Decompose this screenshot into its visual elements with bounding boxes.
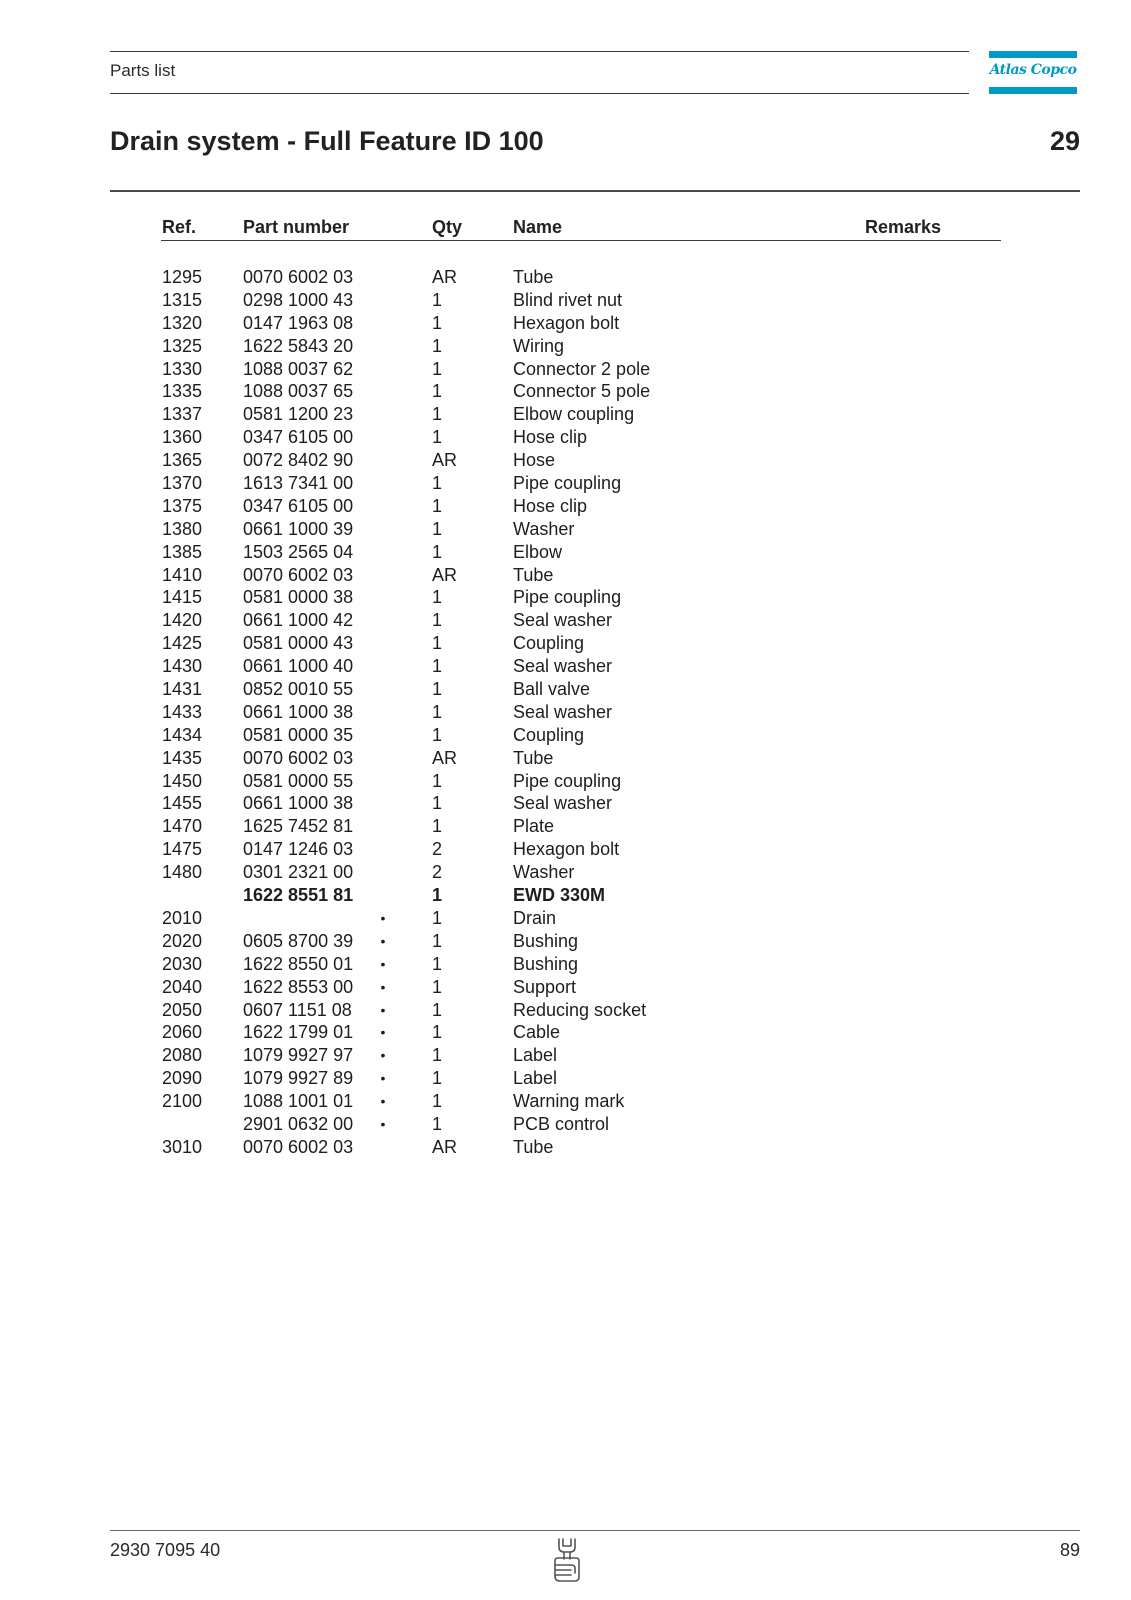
table-row <box>0 930 1131 953</box>
part-number-cell: 0347 6105 00 <box>243 495 354 516</box>
part-number-cell: 0070 6002 03 <box>243 564 354 585</box>
ref-cell: 1433 <box>162 701 203 722</box>
ref-cell: 1325 <box>162 335 203 356</box>
ref-cell: 1335 <box>162 381 203 402</box>
name-cell: Seal washer <box>513 793 613 814</box>
ref-cell: 1425 <box>162 633 203 654</box>
qty-cell: 1 <box>432 335 443 356</box>
part-number-cell: 0852 0010 55 <box>243 679 354 700</box>
name-cell: Wiring <box>513 335 565 356</box>
ref-cell: 1295 <box>162 267 203 287</box>
qty-cell: AR <box>432 450 458 471</box>
part-number-cell: 1613 7341 00 <box>243 473 354 494</box>
table-row <box>0 884 1131 907</box>
table-row <box>0 289 1131 312</box>
name-cell: Bushing <box>513 953 579 974</box>
qty-cell: 1 <box>432 427 443 448</box>
part-number-cell: 0581 0000 38 <box>243 587 354 608</box>
name-cell: Elbow coupling <box>513 404 635 425</box>
qty-cell: 1 <box>432 587 443 608</box>
qty-cell: AR <box>432 267 458 287</box>
qty-cell: 1 <box>432 404 443 425</box>
column-header-qty: Qty <box>432 217 463 237</box>
name-cell: Label <box>513 1045 558 1066</box>
ref-cell: 1330 <box>162 358 203 379</box>
part-number-cell: 0581 0000 35 <box>243 724 354 745</box>
name-cell: Tube <box>513 1136 554 1157</box>
table-row <box>0 724 1131 747</box>
part-number-cell: 0301 2321 00 <box>243 862 354 883</box>
qty-cell: 1 <box>432 816 443 837</box>
table-row <box>0 701 1131 724</box>
table-row <box>0 541 1131 564</box>
qty-cell: 2 <box>432 862 443 883</box>
part-number-cell: 0070 6002 03 <box>243 747 354 768</box>
qty-cell: 1 <box>432 312 443 333</box>
qty-cell: 1 <box>432 999 443 1020</box>
ref-cell: 1315 <box>162 289 203 310</box>
name-cell: Washer <box>513 862 575 883</box>
table-header-rule <box>161 240 1001 241</box>
sub-item-bullet: • <box>380 978 386 995</box>
qty-cell: 1 <box>432 495 443 516</box>
table-row <box>0 747 1131 770</box>
table-row <box>0 266 1131 289</box>
name-cell: Tube <box>513 747 554 768</box>
qty-cell: AR <box>432 747 458 768</box>
logo-text: Atlas Copco <box>989 62 1077 78</box>
column-header-remarks: Remarks <box>865 217 942 237</box>
logo-bar-top <box>989 51 1077 58</box>
name-cell: Ball valve <box>513 679 591 700</box>
table-row <box>0 518 1131 541</box>
ref-cell: 1455 <box>162 793 203 814</box>
table-row <box>0 335 1131 358</box>
ref-cell: 2010 <box>162 907 203 928</box>
ref-cell: 1415 <box>162 587 203 608</box>
part-number-cell: 0661 1000 42 <box>243 610 354 631</box>
table-row <box>0 770 1131 793</box>
table-row <box>0 1044 1131 1067</box>
ref-cell: 1470 <box>162 816 203 837</box>
ref-cell: 3010 <box>162 1136 203 1157</box>
name-cell: Tube <box>513 564 554 585</box>
table-row <box>0 678 1131 701</box>
sub-item-bullet: • <box>380 955 386 972</box>
ref-cell: 2050 <box>162 999 203 1020</box>
ref-cell: 1450 <box>162 770 203 791</box>
part-number-cell: 0347 6105 00 <box>243 427 354 448</box>
part-number-cell: 0147 1246 03 <box>243 839 354 860</box>
name-cell: Hose clip <box>513 427 588 448</box>
name-cell: Washer <box>513 518 575 539</box>
table-row <box>0 976 1131 999</box>
table-row <box>0 861 1131 884</box>
name-cell: EWD 330M <box>513 885 606 906</box>
table-row <box>0 792 1131 815</box>
part-number-cell: 0661 1000 39 <box>243 518 354 539</box>
footer-rule <box>110 1530 1080 1531</box>
ref-cell: 2040 <box>162 976 203 997</box>
sub-item-bullet: • <box>380 909 386 926</box>
ref-cell: 1434 <box>162 724 203 745</box>
name-cell: Seal washer <box>513 701 613 722</box>
sub-item-bullet: • <box>380 1001 386 1018</box>
part-number-cell: 1625 7452 81 <box>243 816 354 837</box>
name-cell: Drain <box>513 907 557 928</box>
qty-cell: 1 <box>432 885 443 906</box>
footer-page-number: 89 <box>1059 1540 1080 1560</box>
sub-item-bullet: • <box>380 1070 386 1087</box>
qty-cell: AR <box>432 564 458 585</box>
name-cell: Plate <box>513 816 555 837</box>
part-number-cell: 0661 1000 38 <box>243 793 354 814</box>
qty-cell: 1 <box>432 1113 443 1134</box>
name-cell: Coupling <box>513 724 585 745</box>
qty-cell: AR <box>432 1136 458 1157</box>
title-rule <box>110 190 1080 192</box>
table-row <box>0 655 1131 678</box>
ref-cell: 1430 <box>162 656 203 677</box>
qty-cell: 1 <box>432 701 443 722</box>
table-row <box>0 1067 1131 1090</box>
column-header-part-number: Part number <box>243 217 350 237</box>
qty-cell: 1 <box>432 610 443 631</box>
ref-cell: 1435 <box>162 747 203 768</box>
ref-cell: 1360 <box>162 427 203 448</box>
name-cell: Blind rivet nut <box>513 289 623 310</box>
footer-doc-number: 2930 7095 40 <box>110 1540 221 1560</box>
section-number: 29 <box>1049 126 1080 156</box>
qty-cell: 1 <box>432 656 443 677</box>
name-cell: Seal washer <box>513 656 613 677</box>
ref-cell: 1337 <box>162 404 203 425</box>
table-row <box>0 312 1131 335</box>
name-cell: Connector 5 pole <box>513 381 651 402</box>
table-row <box>0 999 1131 1022</box>
sub-item-bullet: • <box>380 1093 386 1110</box>
part-number-cell: 1079 9927 89 <box>243 1068 354 1089</box>
column-header-name: Name <box>513 217 563 237</box>
qty-cell: 1 <box>432 358 443 379</box>
qty-cell: 1 <box>432 289 443 310</box>
qty-cell: 1 <box>432 381 443 402</box>
table-row <box>0 495 1131 518</box>
part-number-cell: 0070 6002 03 <box>243 1136 354 1157</box>
part-number-cell: 1088 1001 01 <box>243 1091 354 1112</box>
qty-cell: 1 <box>432 679 443 700</box>
ref-cell: 2100 <box>162 1091 203 1112</box>
table-row <box>0 449 1131 472</box>
table-row <box>0 472 1131 495</box>
sub-item-bullet: • <box>380 1024 386 1041</box>
name-cell: Seal washer <box>513 610 613 631</box>
name-cell: Bushing <box>513 930 579 951</box>
part-number-cell: 1079 9927 97 <box>243 1045 354 1066</box>
name-cell: Warning mark <box>513 1091 625 1112</box>
sub-item-bullet: • <box>380 932 386 949</box>
ref-cell: 1480 <box>162 862 203 883</box>
part-number-cell: 1622 1799 01 <box>243 1022 354 1043</box>
qty-cell: 1 <box>432 930 443 951</box>
qty-cell: 1 <box>432 633 443 654</box>
page-title: Drain system - Full Feature ID 100 <box>110 126 544 156</box>
name-cell: Reducing socket <box>513 999 647 1020</box>
name-cell: Pipe coupling <box>513 473 622 494</box>
table-row <box>0 907 1131 930</box>
part-number-cell: 1622 8550 01 <box>243 953 354 974</box>
ref-cell: 2020 <box>162 930 203 951</box>
ref-cell: 2090 <box>162 1068 203 1089</box>
ref-cell: 1385 <box>162 541 203 562</box>
qty-cell: 1 <box>432 953 443 974</box>
part-number-cell: 1622 5843 20 <box>243 335 354 356</box>
ref-cell: 2030 <box>162 953 203 974</box>
table-row <box>0 1021 1131 1044</box>
table-row <box>0 1113 1131 1136</box>
part-number-cell: 2901 0632 00 <box>243 1113 354 1134</box>
ref-cell: 1320 <box>162 312 203 333</box>
part-number-cell: 0581 1200 23 <box>243 404 354 425</box>
table-row <box>0 609 1131 632</box>
ref-cell: 1475 <box>162 839 203 860</box>
header-top-rule <box>110 51 969 52</box>
name-cell: Coupling <box>513 633 585 654</box>
part-number-cell: 0661 1000 38 <box>243 701 354 722</box>
part-number-cell: 1088 0037 65 <box>243 381 354 402</box>
qty-cell: 1 <box>432 770 443 791</box>
qty-cell: 1 <box>432 541 443 562</box>
part-number-cell: 0070 6002 03 <box>243 267 354 287</box>
qty-cell: 2 <box>432 839 443 860</box>
ref-cell: 1420 <box>162 610 203 631</box>
name-cell: Pipe coupling <box>513 770 622 791</box>
table-row <box>0 1090 1131 1113</box>
qty-cell: 1 <box>432 793 443 814</box>
atlas-copco-logo <box>989 51 1077 94</box>
qty-cell: 1 <box>432 1022 443 1043</box>
table-row <box>0 815 1131 838</box>
qty-cell: 1 <box>432 724 443 745</box>
part-number-cell: 0605 8700 39 <box>243 930 354 951</box>
qty-cell: 1 <box>432 907 443 928</box>
ref-cell: 2060 <box>162 1022 203 1043</box>
part-number-cell: 0607 1151 08 <box>243 999 352 1020</box>
wrench-hand-icon <box>549 1537 585 1583</box>
part-number-cell: 0581 0000 55 <box>243 770 354 791</box>
qty-cell: 1 <box>432 1045 443 1066</box>
table-row <box>0 358 1131 381</box>
name-cell: Hose clip <box>513 495 588 516</box>
ref-cell: 1380 <box>162 518 203 539</box>
ref-cell: 1431 <box>162 679 203 700</box>
name-cell: Pipe coupling <box>513 587 622 608</box>
sub-item-bullet: • <box>380 1047 386 1064</box>
ref-cell: 1410 <box>162 564 203 585</box>
name-cell: Elbow <box>513 541 563 562</box>
sub-item-bullet: • <box>380 1115 386 1132</box>
qty-cell: 1 <box>432 1068 443 1089</box>
table-row <box>0 380 1131 403</box>
ref-cell: 1365 <box>162 450 203 471</box>
table-row <box>0 564 1131 587</box>
parts-table-body <box>0 266 1131 1159</box>
header-section-label: Parts list <box>110 61 176 80</box>
part-number-cell: 0581 0000 43 <box>243 633 354 654</box>
name-cell: Support <box>513 976 577 997</box>
table-row <box>0 953 1131 976</box>
name-cell: Label <box>513 1068 558 1089</box>
header-bottom-rule <box>110 93 969 94</box>
qty-cell: 1 <box>432 518 443 539</box>
part-number-cell: 1622 8553 00 <box>243 976 354 997</box>
name-cell: Hexagon bolt <box>513 839 620 860</box>
parts-table-header <box>0 217 1131 239</box>
name-cell: Hexagon bolt <box>513 312 620 333</box>
ref-cell: 1375 <box>162 495 203 516</box>
table-row <box>0 838 1131 861</box>
name-cell: Tube <box>513 267 554 287</box>
part-number-cell: 1622 8551 81 <box>243 885 354 906</box>
logo-bar-bottom <box>989 87 1077 94</box>
name-cell: Connector 2 pole <box>513 358 651 379</box>
table-row <box>0 586 1131 609</box>
qty-cell: 1 <box>432 473 443 494</box>
name-cell: PCB control <box>513 1113 610 1134</box>
part-number-cell: 1088 0037 62 <box>243 358 354 379</box>
part-number-cell: 0661 1000 40 <box>243 656 354 677</box>
ref-cell: 1370 <box>162 473 203 494</box>
table-row <box>0 426 1131 449</box>
part-number-cell: 1503 2565 04 <box>243 541 354 562</box>
column-header-ref: Ref. <box>162 217 197 237</box>
name-cell: Cable <box>513 1022 561 1043</box>
ref-cell: 2080 <box>162 1045 203 1066</box>
name-cell: Hose <box>513 450 556 471</box>
part-number-cell: 0072 8402 90 <box>243 450 354 471</box>
qty-cell: 1 <box>432 976 443 997</box>
part-number-cell: 0298 1000 43 <box>243 289 354 310</box>
qty-cell: 1 <box>432 1091 443 1112</box>
table-row <box>0 1136 1131 1159</box>
table-row <box>0 632 1131 655</box>
part-number-cell: 0147 1963 08 <box>243 312 354 333</box>
table-row <box>0 403 1131 426</box>
